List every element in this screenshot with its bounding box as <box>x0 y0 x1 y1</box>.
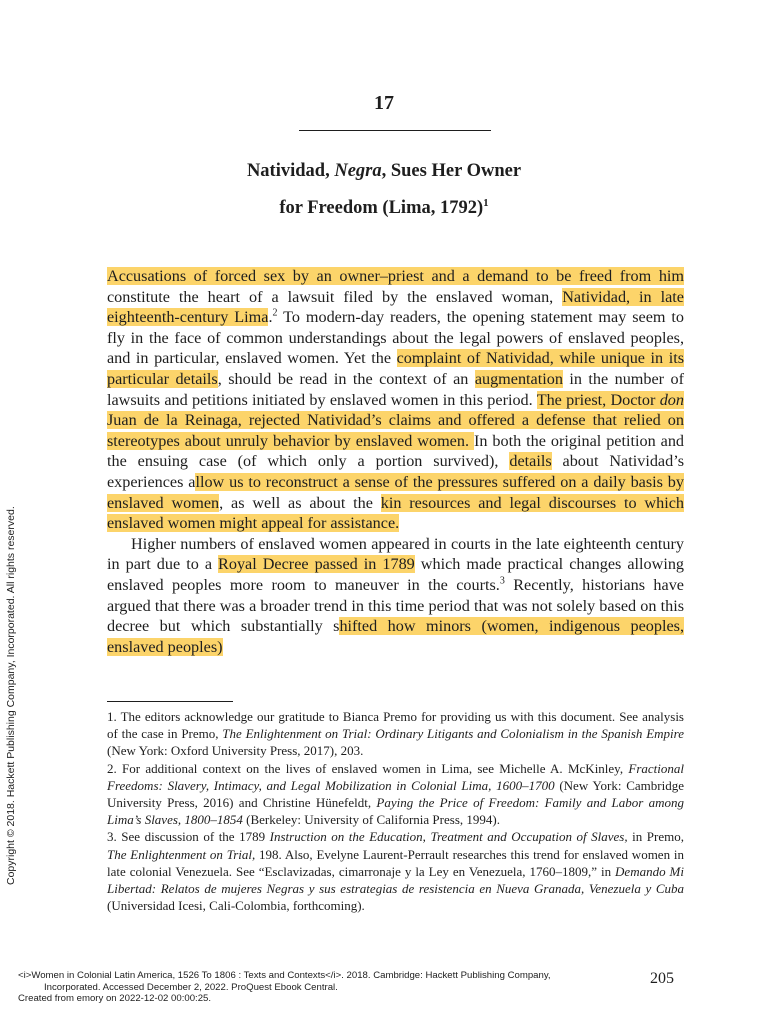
footnote-3 <box>107 828 684 914</box>
highlighted-text: augmentation <box>474 369 563 388</box>
paragraph-1 <box>107 266 684 534</box>
footer-citation <box>18 970 628 1005</box>
title-text-c: for Freedom (Lima, 1792) <box>279 198 484 219</box>
text-run: 198. Also, Evelyne Laurent-Perrault researches this trend for enslaved women in late colonial Venezuela. See “Esclavizadas, cimarronaje y la Ley en Venezuela, 1760–1809,” in <box>107 846 684 879</box>
footnote-rule <box>107 701 233 702</box>
highlighted-text: complaint of Natividad, while unique in its particular details <box>107 349 684 388</box>
text-run: Higher numbers of enslaved women appeared in courts in the late eighteenth century in part due to a <box>107 534 684 574</box>
footnote-2 <box>107 760 684 829</box>
highlighted-text: Natividad, in late eighteenth-century Lima <box>107 287 684 327</box>
text-run: , as well as about the <box>219 493 381 512</box>
paragraph-2 <box>107 534 684 658</box>
text-run: (New York: Cambridge University Press, 2016) and Christine Hünefeldt, <box>107 777 684 811</box>
title-line-1 <box>0 155 768 187</box>
text-run: Demando Mi Libertad: Relatos de mujeres Negras y sus estrategias de resistencia en Nueva Granada, Venezuela y Cuba <box>107 863 684 897</box>
text-run: Recently, historians have argued that there was a broader trend in this time period that was not solely based on this decree but which substantially s <box>107 575 684 636</box>
text-run: , should be read in the context of an <box>217 369 475 388</box>
text-run: in the number of lawsuits and petitions initiated by enslaved women in this period. <box>107 369 684 409</box>
text-run: 2. For additional context on the lives of enslaved women in Lima, see Michelle A. McKinley, <box>107 760 629 776</box>
footnote-1 <box>107 708 684 760</box>
text-run: To modern-day readers, the opening statement may seem to fly in the face of common understandings about the legal powers of enslaved peoples, and in particular, enslaved women. Yet the <box>107 308 684 368</box>
title-note-ref: 1 <box>483 197 489 209</box>
text-run: The Enlightenment on Trial, <box>107 846 256 862</box>
text-run: . <box>268 308 273 327</box>
citation-line-1: <i>Women in Colonial Latin America, 1526 To 1806 : Texts and Contexts</i>. 2018. Cambridge: Hackett Publishing Company, <box>18 970 551 981</box>
text-run: (Universidad Icesi, Cali-Colombia, forthcoming). <box>107 898 365 914</box>
note-ref: 3 <box>499 575 505 587</box>
body-text <box>107 266 684 657</box>
title-line-2 <box>0 187 768 224</box>
side-copyright: Copyright © 2018. Hackett Publishing Company, Incorporated. All rights reserved. <box>5 506 17 885</box>
text-run: (Berkeley: University of California Press, 1994). <box>242 812 500 828</box>
text-run: The Enlightenment on Trial: Ordinary Litigants and Colonialism in the Spanish Empire <box>222 726 684 742</box>
title-text-b: , Sues Her Owner <box>381 161 522 181</box>
footnotes <box>107 708 684 914</box>
highlighted-text: kin resources and legal discourses to which enslaved women might appeal for assistance. <box>107 493 684 533</box>
text-run: constitute the heart of a lawsuit filed by the enslaved woman, <box>107 287 563 306</box>
highlighted-text: don <box>659 390 684 409</box>
chapter-rule <box>299 130 491 131</box>
text-run: Instruction on the Education, Treatment and Occupation of Slaves, <box>269 829 628 845</box>
chapter-title <box>0 155 768 224</box>
highlighted-text: llow us to reconstruct a sense of the pressures suffered on a daily basis by enslaved women <box>107 472 684 512</box>
highlighted-text: hifted how minors (women, indigenous peoples, enslaved peoples) <box>107 617 684 656</box>
page-number: 205 <box>650 970 674 987</box>
highlighted-text: Royal Decree passed in 1789 <box>218 555 415 574</box>
text-run: 1. The editors acknowledge our gratitude to Bianca Premo for providing us with this document. See analysis of the case in Premo, <box>107 709 684 742</box>
note-ref: 2 <box>272 307 278 319</box>
text-run: In both the original petition and the ensuing case (of which only a portion survived), <box>107 431 685 471</box>
text-run: 3. See discussion of the 1789 <box>107 829 270 845</box>
highlighted-text: The priest, Doctor <box>536 390 660 409</box>
highlighted-text: Juan de la Reinaga, rejected Natividad’s claims and offered a defense that relied on stereotypes about unruly behavior by enslaved women. <box>107 411 684 450</box>
text-run: Paying the Price of Freedom: Family and Labor among Lima’s Slaves, 1800–1854 <box>107 795 685 828</box>
title-text-em: Negra <box>334 161 382 181</box>
text-run: which made practical changes allowing enslaved peoples more room to maneuver in the courts. <box>107 555 685 594</box>
text-run: Fractional Freedoms: Slavery, Intimacy, and Legal Mobilization in Colonial Lima, 1600–1700 <box>107 760 684 793</box>
highlighted-text: Accusations of forced sex by an owner–priest and a demand to be freed from him <box>107 267 684 285</box>
text-run: (New York: Oxford University Press, 2017), 203. <box>107 743 364 759</box>
title-text-a: Natividad, <box>246 161 335 181</box>
citation-line-2: Incorporated. Accessed December 2, 2022. ProQuest Ebook Central. <box>44 981 338 993</box>
highlighted-text: details <box>509 452 552 471</box>
created-line: Created from emory on 2022-12-02 00:00:25. <box>18 993 212 1004</box>
chapter-number: 17 <box>374 92 394 114</box>
text-run: about Natividad’s experiences a <box>107 452 684 491</box>
text-run: in Premo, <box>627 829 684 845</box>
